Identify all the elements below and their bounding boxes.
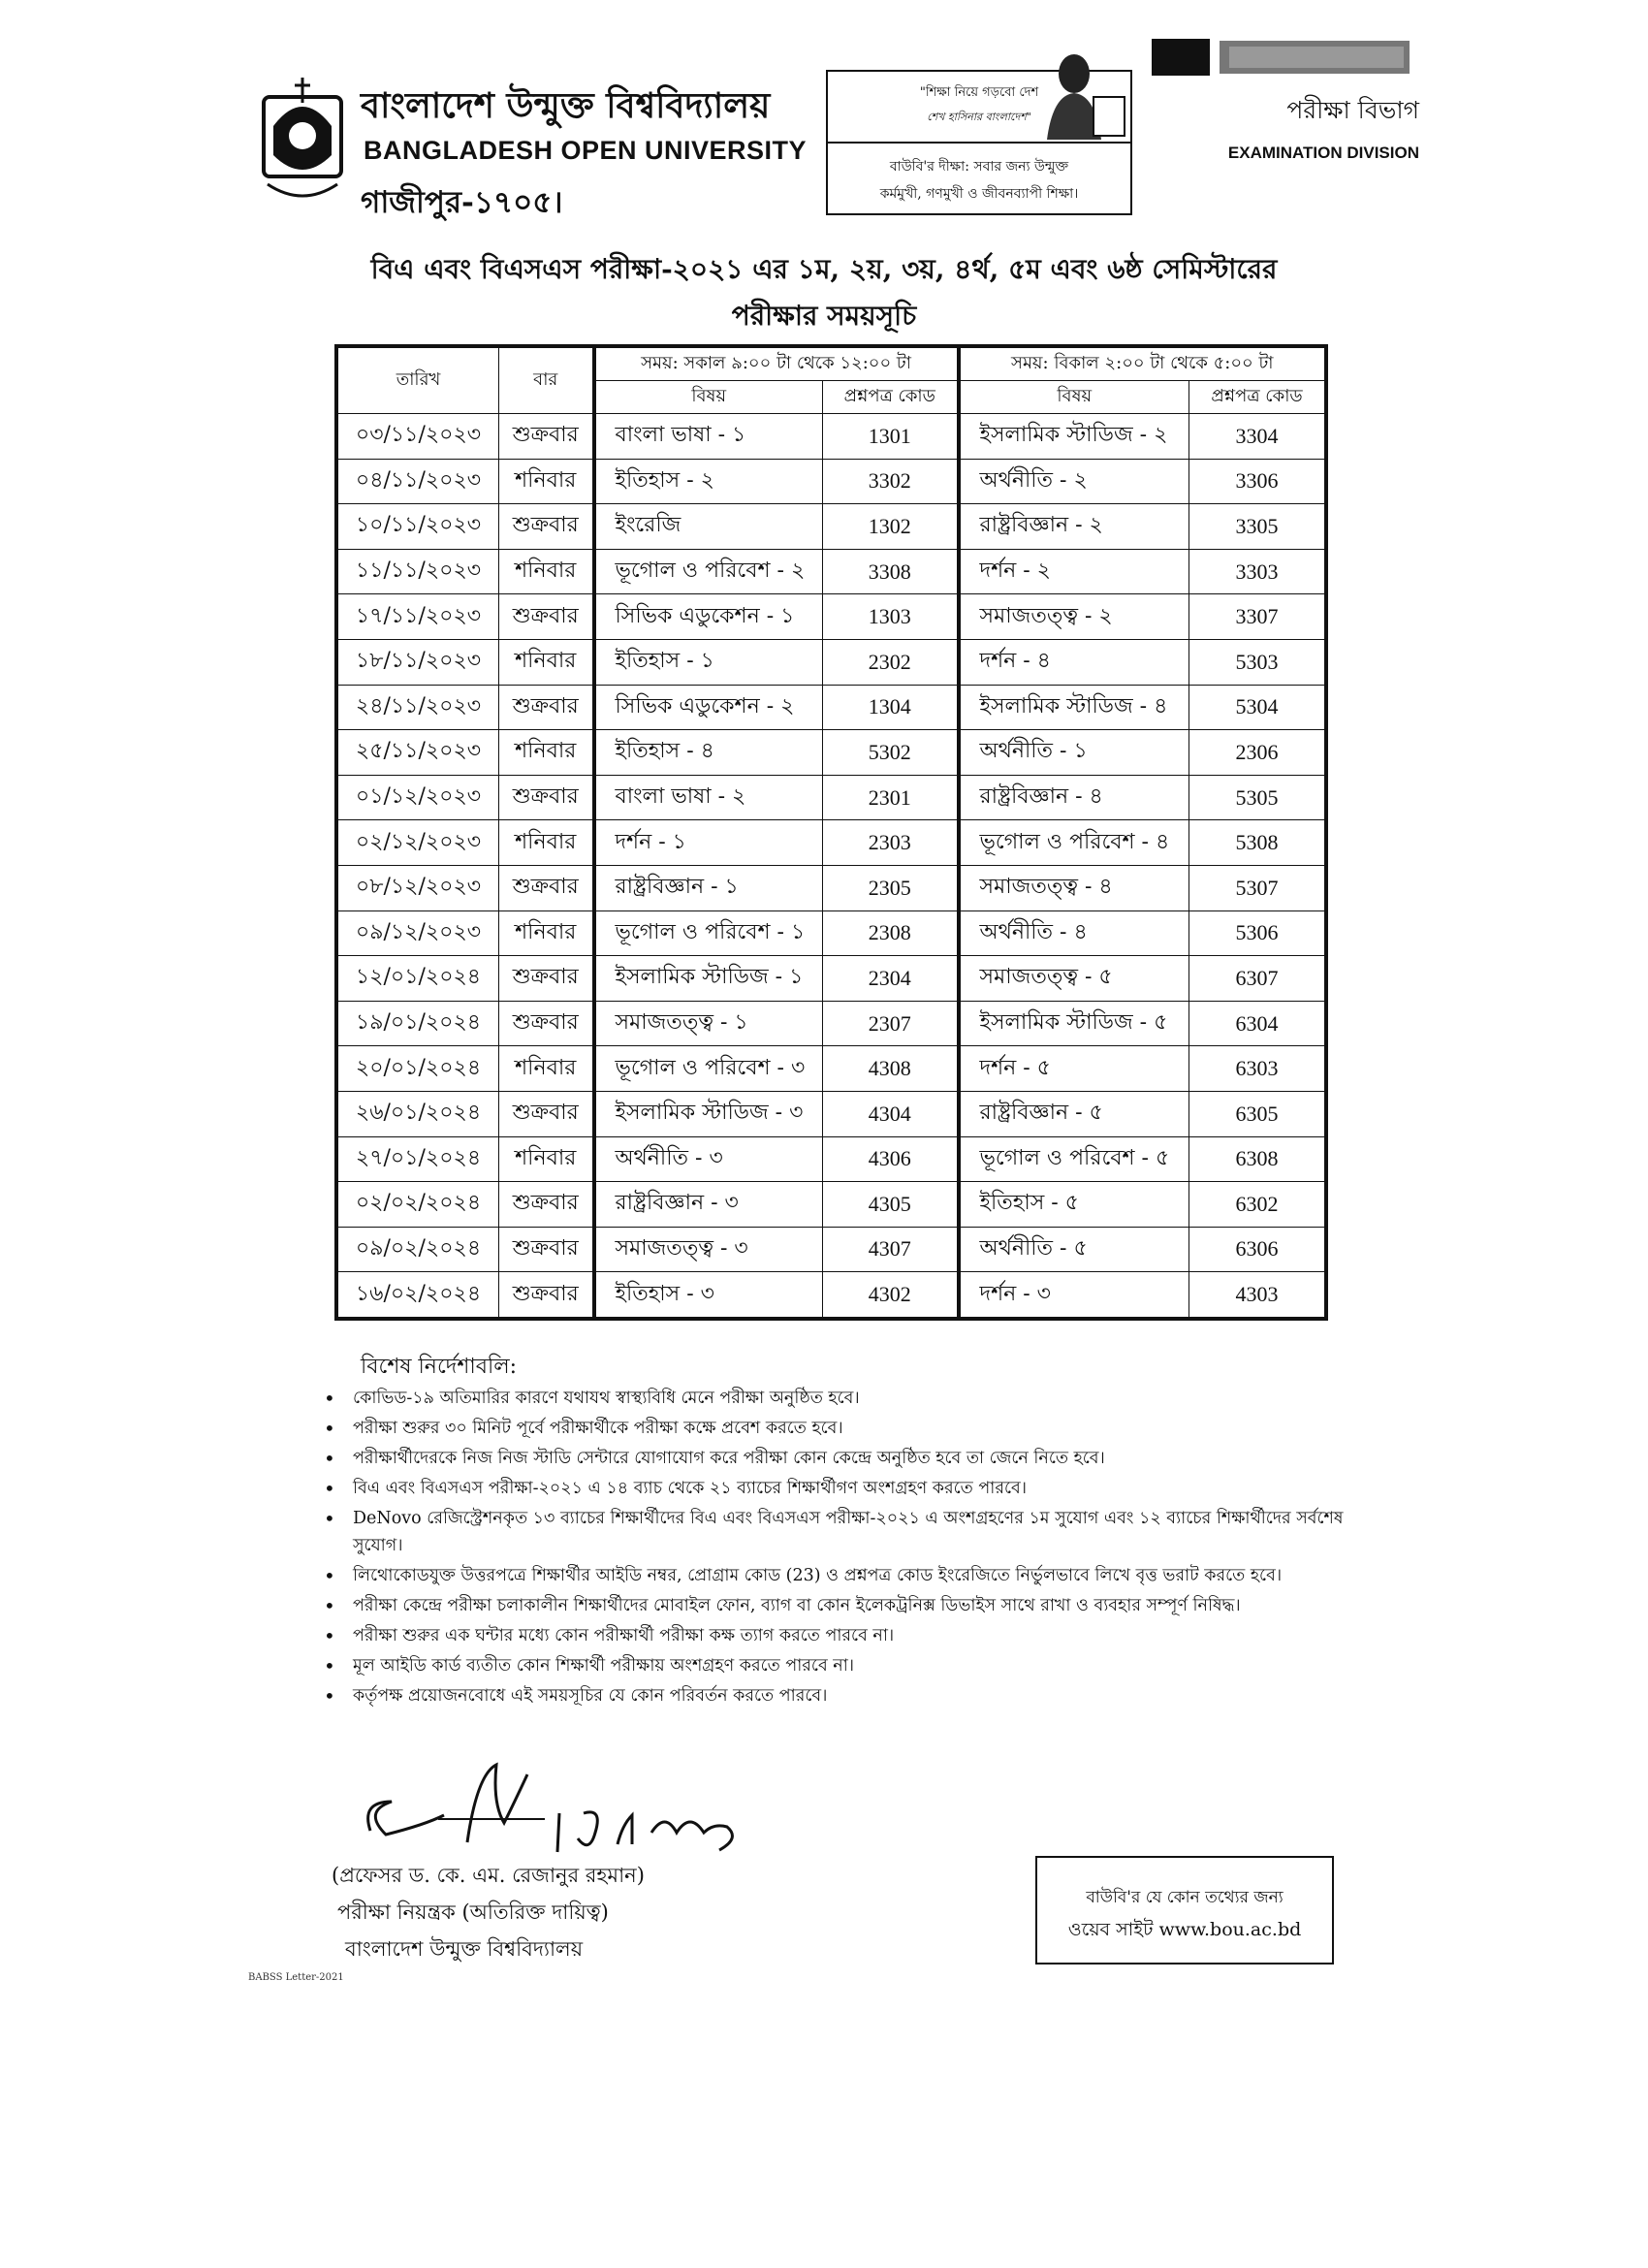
table-row <box>338 910 1325 956</box>
cell-morning-code: 4305 <box>823 1182 959 1228</box>
cell-morning-code: 2307 <box>823 1001 959 1046</box>
instruction-item <box>320 1652 1377 1679</box>
cell-afternoon-subject: ভূগোল ও পরিবেশ - ৫ <box>959 1136 1189 1182</box>
cell-morning-code: 3308 <box>823 549 959 594</box>
vision-line-2: কর্মমুখী, গণমুখী ও জীবনব্যাপী শিক্ষা। <box>879 186 1079 202</box>
cell-morning-subject: ইসলামিক স্টাডিজ - ১ <box>594 956 823 1002</box>
signatory-organization: বাংলাদেশ উন্মুক্ত বিশ্ববিদ্যালয় <box>345 1937 584 1961</box>
cell-morning-code: 1303 <box>823 594 959 640</box>
cell-morning-code: 2301 <box>823 775 959 820</box>
cell-afternoon-code: 6306 <box>1189 1227 1325 1272</box>
instruction-text: লিথোকোডযুক্ত উত্তরপত্রে শিক্ষার্থীর আইডি নম্বর, প্রোগ্রাম কোড (23) ও প্রশ্নপত্র কোড ইংরেজিতে নির্ভুলভাবে লিখে বৃত্ত ভরাট করতে হবে। <box>353 1566 1283 1585</box>
cell-afternoon-subject: রাষ্ট্রবিজ্ঞান - ২ <box>959 504 1189 550</box>
instruction-text: পরীক্ষা শুরুর এক ঘন্টার মধ্যে কোন পরীক্ষার্থী পরীক্ষা কক্ষ ত্যাগ করতে পারবে না। <box>353 1626 895 1645</box>
cell-day: শুক্রবার <box>499 865 594 910</box>
instructions-title: বিশেষ নির্দেশাবলি: <box>361 1355 518 1379</box>
cell-date: ১১/১১/২০২৩ <box>338 549 499 594</box>
university-name-bn: বাংলাদেশ উন্মুক্ত বিশ্ববিদ্যালয় <box>361 85 771 126</box>
cell-date: ২৭/০১/২০২৪ <box>338 1136 499 1182</box>
cell-afternoon-code: 5305 <box>1189 775 1325 820</box>
redaction-mark <box>1152 39 1410 76</box>
cell-date: ২৬/০১/২০২৪ <box>338 1091 499 1136</box>
cell-date: ১০/১১/২০২৩ <box>338 504 499 550</box>
cell-afternoon-subject: সমাজতত্ত্ব - ৪ <box>959 865 1189 910</box>
header-date: তারিখ <box>338 348 499 414</box>
cell-morning-code: 4308 <box>823 1046 959 1092</box>
header-morning-code: প্রশ্নপত্র কোড <box>823 381 959 414</box>
instruction-text: পরীক্ষা কেন্দ্রে পরীক্ষা চলাকালীন শিক্ষার্থীদের মোবাইল ফোন, ব্যাগ বা কোন ইলেকট্রনিক্স ডিভাইস সাথে রাখা ও ব্যবহার সম্পূর্ণ নিষিদ্ধ। <box>353 1596 1241 1615</box>
vision-line-1: বাউবি'র দীক্ষা: সবার জন্য উন্মুক্ত <box>889 159 1069 175</box>
header-afternoon-slot: সময়: বিকাল ২:০০ টা থেকে ৫:০০ টা <box>959 348 1325 381</box>
cell-morning-code: 5302 <box>823 730 959 776</box>
cell-afternoon-subject: অর্থনীতি - ৫ <box>959 1227 1189 1272</box>
cell-morning-subject: সমাজতত্ত্ব - ৩ <box>594 1227 823 1272</box>
cell-afternoon-subject: সমাজতত্ত্ব - ৫ <box>959 956 1189 1002</box>
cell-afternoon-subject: ইসলামিক স্টাডিজ - ৫ <box>959 1001 1189 1046</box>
cell-morning-code: 4304 <box>823 1091 959 1136</box>
cell-day: শনিবার <box>499 1046 594 1092</box>
cell-afternoon-code: 4303 <box>1189 1272 1325 1318</box>
cell-afternoon-code: 3304 <box>1189 414 1325 460</box>
cell-morning-code: 2303 <box>823 820 959 866</box>
cell-date: ১৬/০২/২০২৪ <box>338 1272 499 1318</box>
cell-afternoon-code: 5306 <box>1189 910 1325 956</box>
table-row <box>338 1272 1325 1318</box>
bullet-icon: • <box>324 1447 335 1470</box>
university-logo <box>260 58 345 213</box>
cell-date: ০২/১২/২০২৩ <box>338 820 499 866</box>
cell-afternoon-subject: অর্থনীতি - ২ <box>959 459 1189 504</box>
cell-afternoon-subject: দর্শন - ২ <box>959 549 1189 594</box>
cell-date: ১২/০১/২০২৪ <box>338 956 499 1002</box>
cell-morning-code: 4302 <box>823 1272 959 1318</box>
bullet-icon: • <box>324 1654 335 1677</box>
cell-morning-subject: ভূগোল ও পরিবেশ - ৩ <box>594 1046 823 1092</box>
cell-afternoon-code: 5304 <box>1189 685 1325 730</box>
table-row <box>338 685 1325 730</box>
footer-reference: BABSS Letter-2021 <box>248 1972 344 1983</box>
instruction-item <box>320 1445 1377 1472</box>
cell-afternoon-subject: অর্থনীতি - ৪ <box>959 910 1189 956</box>
cell-afternoon-code: 6305 <box>1189 1091 1325 1136</box>
cell-day: শুক্রবার <box>499 1001 594 1046</box>
instruction-text: কোভিড-১৯ অতিমারির কারণে যথাযথ স্বাস্থ্যবিধি মেনে পরীক্ষা অনুষ্ঠিত হবে। <box>353 1389 860 1408</box>
instruction-item <box>320 1682 1377 1709</box>
instruction-text: পরীক্ষার্থীদেরকে নিজ নিজ স্টাডি সেন্টারে যোগাযোগ করে পরীক্ষা কোন কেন্দ্রে অনুষ্ঠিত হবে তা জেনে নিতে হবে। <box>353 1449 1105 1468</box>
bullet-icon: • <box>324 1507 335 1530</box>
instruction-item <box>320 1505 1377 1559</box>
cell-morning-code: 2302 <box>823 639 959 685</box>
cell-date: ০৪/১১/২০২৩ <box>338 459 499 504</box>
cell-morning-subject: ইতিহাস - ১ <box>594 639 823 685</box>
bullet-icon: • <box>324 1417 335 1440</box>
cell-morning-code: 2305 <box>823 865 959 910</box>
exam-schedule-table <box>337 347 1325 1318</box>
instruction-item <box>320 1562 1377 1589</box>
cell-morning-subject: রাষ্ট্রবিজ্ঞান - ১ <box>594 865 823 910</box>
cell-date: ১৯/০১/২০২৪ <box>338 1001 499 1046</box>
vision-box <box>826 142 1132 215</box>
website-link[interactable]: ওয়েব সাইট www.bou.ac.bd <box>1067 1919 1302 1940</box>
cell-date: ২০/০১/২০২৪ <box>338 1046 499 1092</box>
cell-morning-code: 2304 <box>823 956 959 1002</box>
cell-afternoon-subject: ইসলামিক স্টাডিজ - ২ <box>959 414 1189 460</box>
cell-afternoon-subject: রাষ্ট্রবিজ্ঞান - ৫ <box>959 1091 1189 1136</box>
cell-afternoon-code: 6308 <box>1189 1136 1325 1182</box>
cell-afternoon-code: 6307 <box>1189 956 1325 1002</box>
signatory-name: (প্রফেসর ড. কে. এম. রেজানুর রহমান) <box>332 1864 645 1887</box>
cell-morning-code: 4306 <box>823 1136 959 1182</box>
cell-afternoon-subject: দর্শন - ৩ <box>959 1272 1189 1318</box>
cell-morning-code: 2308 <box>823 910 959 956</box>
bullet-icon: • <box>324 1594 335 1617</box>
cell-date: ০৮/১২/২০২৩ <box>338 865 499 910</box>
cell-afternoon-code: 5303 <box>1189 639 1325 685</box>
cell-day: শুক্রবার <box>499 504 594 550</box>
instruction-text: মূল আইডি কার্ড ব্যতীত কোন শিক্ষার্থী পরীক্ষায় অংশগ্রহণ করতে পারবে না। <box>353 1656 855 1676</box>
cell-day: শুক্রবার <box>499 1227 594 1272</box>
cell-afternoon-code: 6303 <box>1189 1046 1325 1092</box>
cell-day: শনিবার <box>499 639 594 685</box>
cell-morning-subject: বাংলা ভাষা - ১ <box>594 414 823 460</box>
cell-date: ০৩/১১/২০২৩ <box>338 414 499 460</box>
cell-morning-code: 1302 <box>823 504 959 550</box>
table-row <box>338 639 1325 685</box>
cell-afternoon-code: 3307 <box>1189 594 1325 640</box>
cell-day: শুক্রবার <box>499 1182 594 1228</box>
cell-afternoon-subject: ইসলামিক স্টাডিজ - ৪ <box>959 685 1189 730</box>
cell-date: ০১/১২/২০২৩ <box>338 775 499 820</box>
table-row <box>338 1182 1325 1228</box>
header-morning-subject: বিষয় <box>594 381 823 414</box>
cell-morning-subject: ইংরেজি <box>594 504 823 550</box>
table-row <box>338 956 1325 1002</box>
division-name-en: EXAMINATION DIVISION <box>1227 144 1419 162</box>
cell-day: শনিবার <box>499 549 594 594</box>
table-row <box>338 414 1325 460</box>
cell-day: শুক্রবার <box>499 1091 594 1136</box>
table-row <box>338 459 1325 504</box>
instruction-item <box>320 1385 1377 1412</box>
table-row <box>338 865 1325 910</box>
cell-morning-subject: ভূগোল ও পরিবেশ - ২ <box>594 549 823 594</box>
cell-morning-subject: ইতিহাস - ২ <box>594 459 823 504</box>
cell-date: ০২/০২/২০২৪ <box>338 1182 499 1228</box>
cell-afternoon-subject: ভূগোল ও পরিবেশ - ৪ <box>959 820 1189 866</box>
bullet-icon: • <box>324 1684 335 1708</box>
motto-line-1: "শিক্ষা নিয়ে গড়বো দেশ <box>919 85 1039 100</box>
cell-afternoon-code: 5307 <box>1189 865 1325 910</box>
table-row <box>338 504 1325 550</box>
cell-morning-subject: সমাজতত্ত্ব - ১ <box>594 1001 823 1046</box>
cell-afternoon-code: 6302 <box>1189 1182 1325 1228</box>
instruction-text: DeNovo রেজিস্ট্রেশনকৃত ১৩ ব্যাচের শিক্ষার্থীদের বিএ এবং বিএসএস পরীক্ষা-২০২১ এ অংশগ্রহণের ১ম সুযোগ এবং ১২ ব্যাচের শিক্ষার্থীদের সর্বশেষ সুযোগ। <box>353 1509 1344 1555</box>
cell-day: শনিবার <box>499 910 594 956</box>
cell-day: শনিবার <box>499 820 594 866</box>
cell-morning-subject: ইসলামিক স্টাডিজ - ৩ <box>594 1091 823 1136</box>
cell-morning-code: 4307 <box>823 1227 959 1272</box>
bullet-icon: • <box>324 1387 335 1410</box>
instruction-item <box>320 1475 1377 1502</box>
website-info-line-1: বাউবি'র যে কোন তথ্যের জন্য <box>1086 1888 1284 1907</box>
notice-title: বিএ এবং বিএসএস পরীক্ষা-২০২১ এর ১ম, ২য়, ৩য়, ৪র্থ, ৫ম এবং ৬ষ্ঠ সেমিস্টারের <box>370 253 1278 285</box>
instruction-text: কর্তৃপক্ষ প্রয়োজনবোধে এই সময়সূচির যে কোন পরিবর্তন করতে পারবে। <box>353 1686 828 1706</box>
cell-afternoon-code: 3303 <box>1189 549 1325 594</box>
portrait-image <box>1018 47 1126 140</box>
cell-morning-subject: ইতিহাস - ৩ <box>594 1272 823 1318</box>
cell-morning-subject: সিভিক এডুকেশন - ২ <box>594 685 823 730</box>
motto-line-2: শেখ হাসিনার বাংলাদেশ" <box>927 111 1031 123</box>
cell-day: শুক্রবার <box>499 594 594 640</box>
cell-morning-subject: বাংলা ভাষা - ২ <box>594 775 823 820</box>
cell-morning-code: 3302 <box>823 459 959 504</box>
cell-morning-subject: ইতিহাস - ৪ <box>594 730 823 776</box>
bullet-icon: • <box>324 1624 335 1647</box>
university-address: গাজীপুর-১৭০৫। <box>361 185 563 220</box>
table-row <box>338 1136 1325 1182</box>
cell-morning-subject: অর্থনীতি - ৩ <box>594 1136 823 1182</box>
website-info-box <box>1035 1856 1334 1965</box>
bullet-icon: • <box>324 1477 335 1500</box>
table-row <box>338 1046 1325 1092</box>
cell-morning-code: 1301 <box>823 414 959 460</box>
cell-afternoon-subject: দর্শন - ৫ <box>959 1046 1189 1092</box>
cell-day: শনিবার <box>499 1136 594 1182</box>
cell-afternoon-subject: রাষ্ট্রবিজ্ঞান - ৪ <box>959 775 1189 820</box>
notice-subtitle: পরীক্ষার সময়সূচি <box>731 300 917 332</box>
cell-day: শনিবার <box>499 459 594 504</box>
cell-morning-subject: দর্শন - ১ <box>594 820 823 866</box>
signatory-designation: পরীক্ষা নিয়ন্ত্রক (অতিরিক্ত দায়িত্ব) <box>337 1901 609 1924</box>
cell-date: ২৫/১১/২০২৩ <box>338 730 499 776</box>
instruction-text: বিএ এবং বিএসএস পরীক্ষা-২০২১ এ ১৪ ব্যাচ থেকে ২১ ব্যাচের শিক্ষার্থীগণ অংশগ্রহণ করতে পারবে। <box>353 1479 1027 1498</box>
cell-morning-subject: সিভিক এডুকেশন - ১ <box>594 594 823 640</box>
handwritten-signature <box>351 1755 787 1871</box>
table-row <box>338 1227 1325 1272</box>
table-row <box>338 1001 1325 1046</box>
table-row <box>338 1091 1325 1136</box>
cell-afternoon-code: 6304 <box>1189 1001 1325 1046</box>
cell-day: শুক্রবার <box>499 1272 594 1318</box>
instruction-item <box>320 1622 1377 1649</box>
table-row <box>338 549 1325 594</box>
cell-morning-subject: ভূগোল ও পরিবেশ - ১ <box>594 910 823 956</box>
instruction-item <box>320 1592 1377 1619</box>
cell-date: ১৭/১১/২০২৩ <box>338 594 499 640</box>
bullet-icon: • <box>324 1564 335 1587</box>
table-row <box>338 730 1325 776</box>
cell-afternoon-code: 2306 <box>1189 730 1325 776</box>
cell-morning-code: 1304 <box>823 685 959 730</box>
cell-date: ২৪/১১/২০২৩ <box>338 685 499 730</box>
cell-day: শুক্রবার <box>499 775 594 820</box>
cell-afternoon-subject: দর্শন - ৪ <box>959 639 1189 685</box>
cell-day: শুক্রবার <box>499 956 594 1002</box>
table-row <box>338 775 1325 820</box>
instruction-text: পরীক্ষা শুরুর ৩০ মিনিট পূর্বে পরীক্ষার্থীকে পরীক্ষা কক্ষে প্রবেশ করতে হবে। <box>353 1419 843 1438</box>
university-name-en: BANGLADESH OPEN UNIVERSITY <box>364 136 808 165</box>
cell-day: শুক্রবার <box>499 685 594 730</box>
header-morning-slot: সময়: সকাল ৯:০০ টা থেকে ১২:০০ টা <box>594 348 959 381</box>
division-name-bn: পরীক্ষা বিভাগ <box>1286 96 1419 124</box>
cell-date: ০৯/১২/২০২৩ <box>338 910 499 956</box>
cell-day: শনিবার <box>499 730 594 776</box>
cell-afternoon-code: 3306 <box>1189 459 1325 504</box>
schedule-body <box>338 414 1325 1318</box>
cell-date: ০৯/০২/২০২৪ <box>338 1227 499 1272</box>
cell-date: ১৮/১১/২০২৩ <box>338 639 499 685</box>
cell-morning-subject: রাষ্ট্রবিজ্ঞান - ৩ <box>594 1182 823 1228</box>
cell-afternoon-subject: সমাজতত্ত্ব - ২ <box>959 594 1189 640</box>
header-afternoon-code: প্রশ্নপত্র কোড <box>1189 381 1325 414</box>
table-row <box>338 820 1325 866</box>
header-day: বার <box>499 348 594 414</box>
table-row <box>338 594 1325 640</box>
header-afternoon-subject: বিষয় <box>959 381 1189 414</box>
cell-afternoon-subject: ইতিহাস - ৫ <box>959 1182 1189 1228</box>
instruction-item <box>320 1415 1377 1442</box>
instructions-list <box>320 1385 1377 1712</box>
cell-afternoon-code: 3305 <box>1189 504 1325 550</box>
cell-afternoon-subject: অর্থনীতি - ১ <box>959 730 1189 776</box>
cell-day: শুক্রবার <box>499 414 594 460</box>
cell-afternoon-code: 5308 <box>1189 820 1325 866</box>
